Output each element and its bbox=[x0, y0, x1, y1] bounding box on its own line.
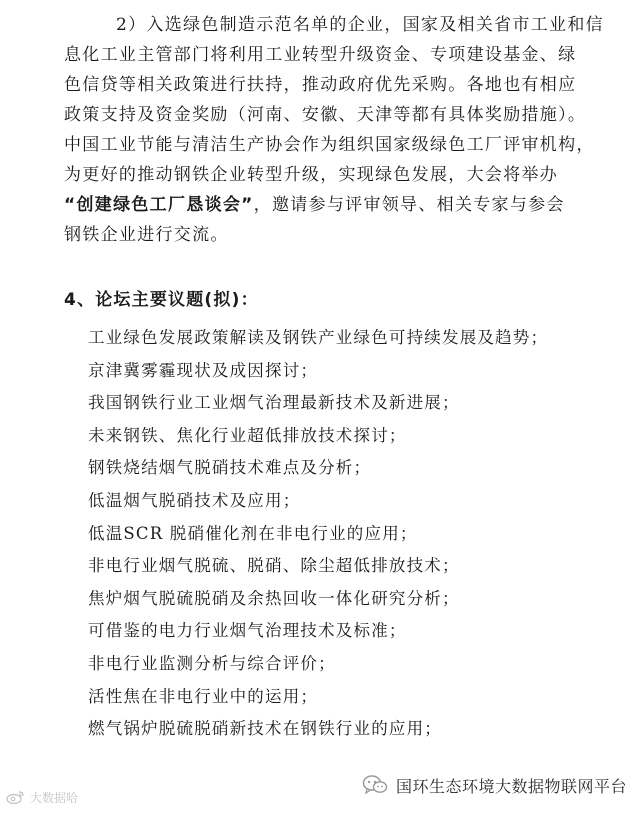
topic-item: 焦炉烟气脱硫脱硝及余热回收一体化研究分析； bbox=[88, 588, 460, 608]
paragraph-line-with-bold bbox=[64, 190, 594, 220]
intro-paragraph bbox=[64, 10, 604, 250]
wechat-watermark-text: 国环生态环境大数据物联网平台 bbox=[396, 776, 628, 796]
paragraph-line: 息化工业主管部门将利用工业转型升级资金、专项建设基金、绿 bbox=[64, 45, 577, 65]
topic-item: 我国钢铁行业工业烟气治理最新技术及新进展； bbox=[88, 393, 460, 413]
wechat-watermark bbox=[362, 772, 627, 798]
paragraph-line: 为更好的推动钢铁企业转型升级，实现绿色发展，大会将举办 bbox=[64, 165, 559, 185]
paragraph-line: 2）入选绿色制造示范名单的企业，国家及相关省市工业和信 bbox=[116, 15, 604, 35]
topic-item: 未来钢铁、焦化行业超低排放技术探讨； bbox=[88, 425, 407, 445]
event-name-bold: “创建绿色工厂恳谈会” bbox=[64, 195, 254, 215]
paragraph-line: 钢铁企业进行交流。 bbox=[64, 225, 229, 245]
topic-list bbox=[88, 322, 548, 746]
topic-item: 钢铁烧结烟气脱硝技术难点及分析； bbox=[88, 458, 372, 478]
section-heading: 4、论坛主要议题(拟)： bbox=[64, 290, 259, 310]
topic-item: 低温烟气脱硝技术及应用； bbox=[88, 490, 301, 510]
topic-item: 燃气锅炉脱硫脱硝新技术在钢铁行业的应用； bbox=[88, 719, 442, 739]
paragraph-line: 色信贷等相关政策进行扶持，推动政府优先采购。各地也有相应 bbox=[64, 75, 577, 95]
topic-item: 非电行业监测分析与综合评价； bbox=[88, 653, 336, 673]
paragraph-line: 中国工业节能与清洁生产协会作为组织国家级绿色工厂评审机构， bbox=[64, 135, 595, 155]
weibo-watermark-text: 大数据哈 bbox=[30, 790, 79, 805]
topic-item: 低温SCR 脱硝催化剂在非电行业的应用； bbox=[88, 523, 418, 543]
paragraph-line: 政策支持及资金奖励（河南、安徽、天津等都有具体奖励措施）。 bbox=[64, 105, 587, 125]
weibo-icon bbox=[6, 790, 26, 804]
paragraph-line-rest: ，邀请参与评审领导、相关专家与参会 bbox=[253, 195, 565, 215]
topic-item: 可借鉴的电力行业烟气治理技术及标准； bbox=[88, 621, 407, 641]
topic-item: 工业绿色发展政策解读及钢铁产业绿色可持续发展及趋势； bbox=[88, 328, 549, 347]
topic-item: 京津冀雾霾现状及成因探讨； bbox=[88, 360, 319, 380]
weibo-watermark bbox=[6, 787, 78, 807]
topic-item: 非电行业烟气脱硫、脱硝、除尘超低排放技术； bbox=[88, 556, 460, 576]
wechat-icon bbox=[362, 774, 388, 796]
topic-item: 活性焦在非电行业中的运用； bbox=[88, 686, 319, 706]
